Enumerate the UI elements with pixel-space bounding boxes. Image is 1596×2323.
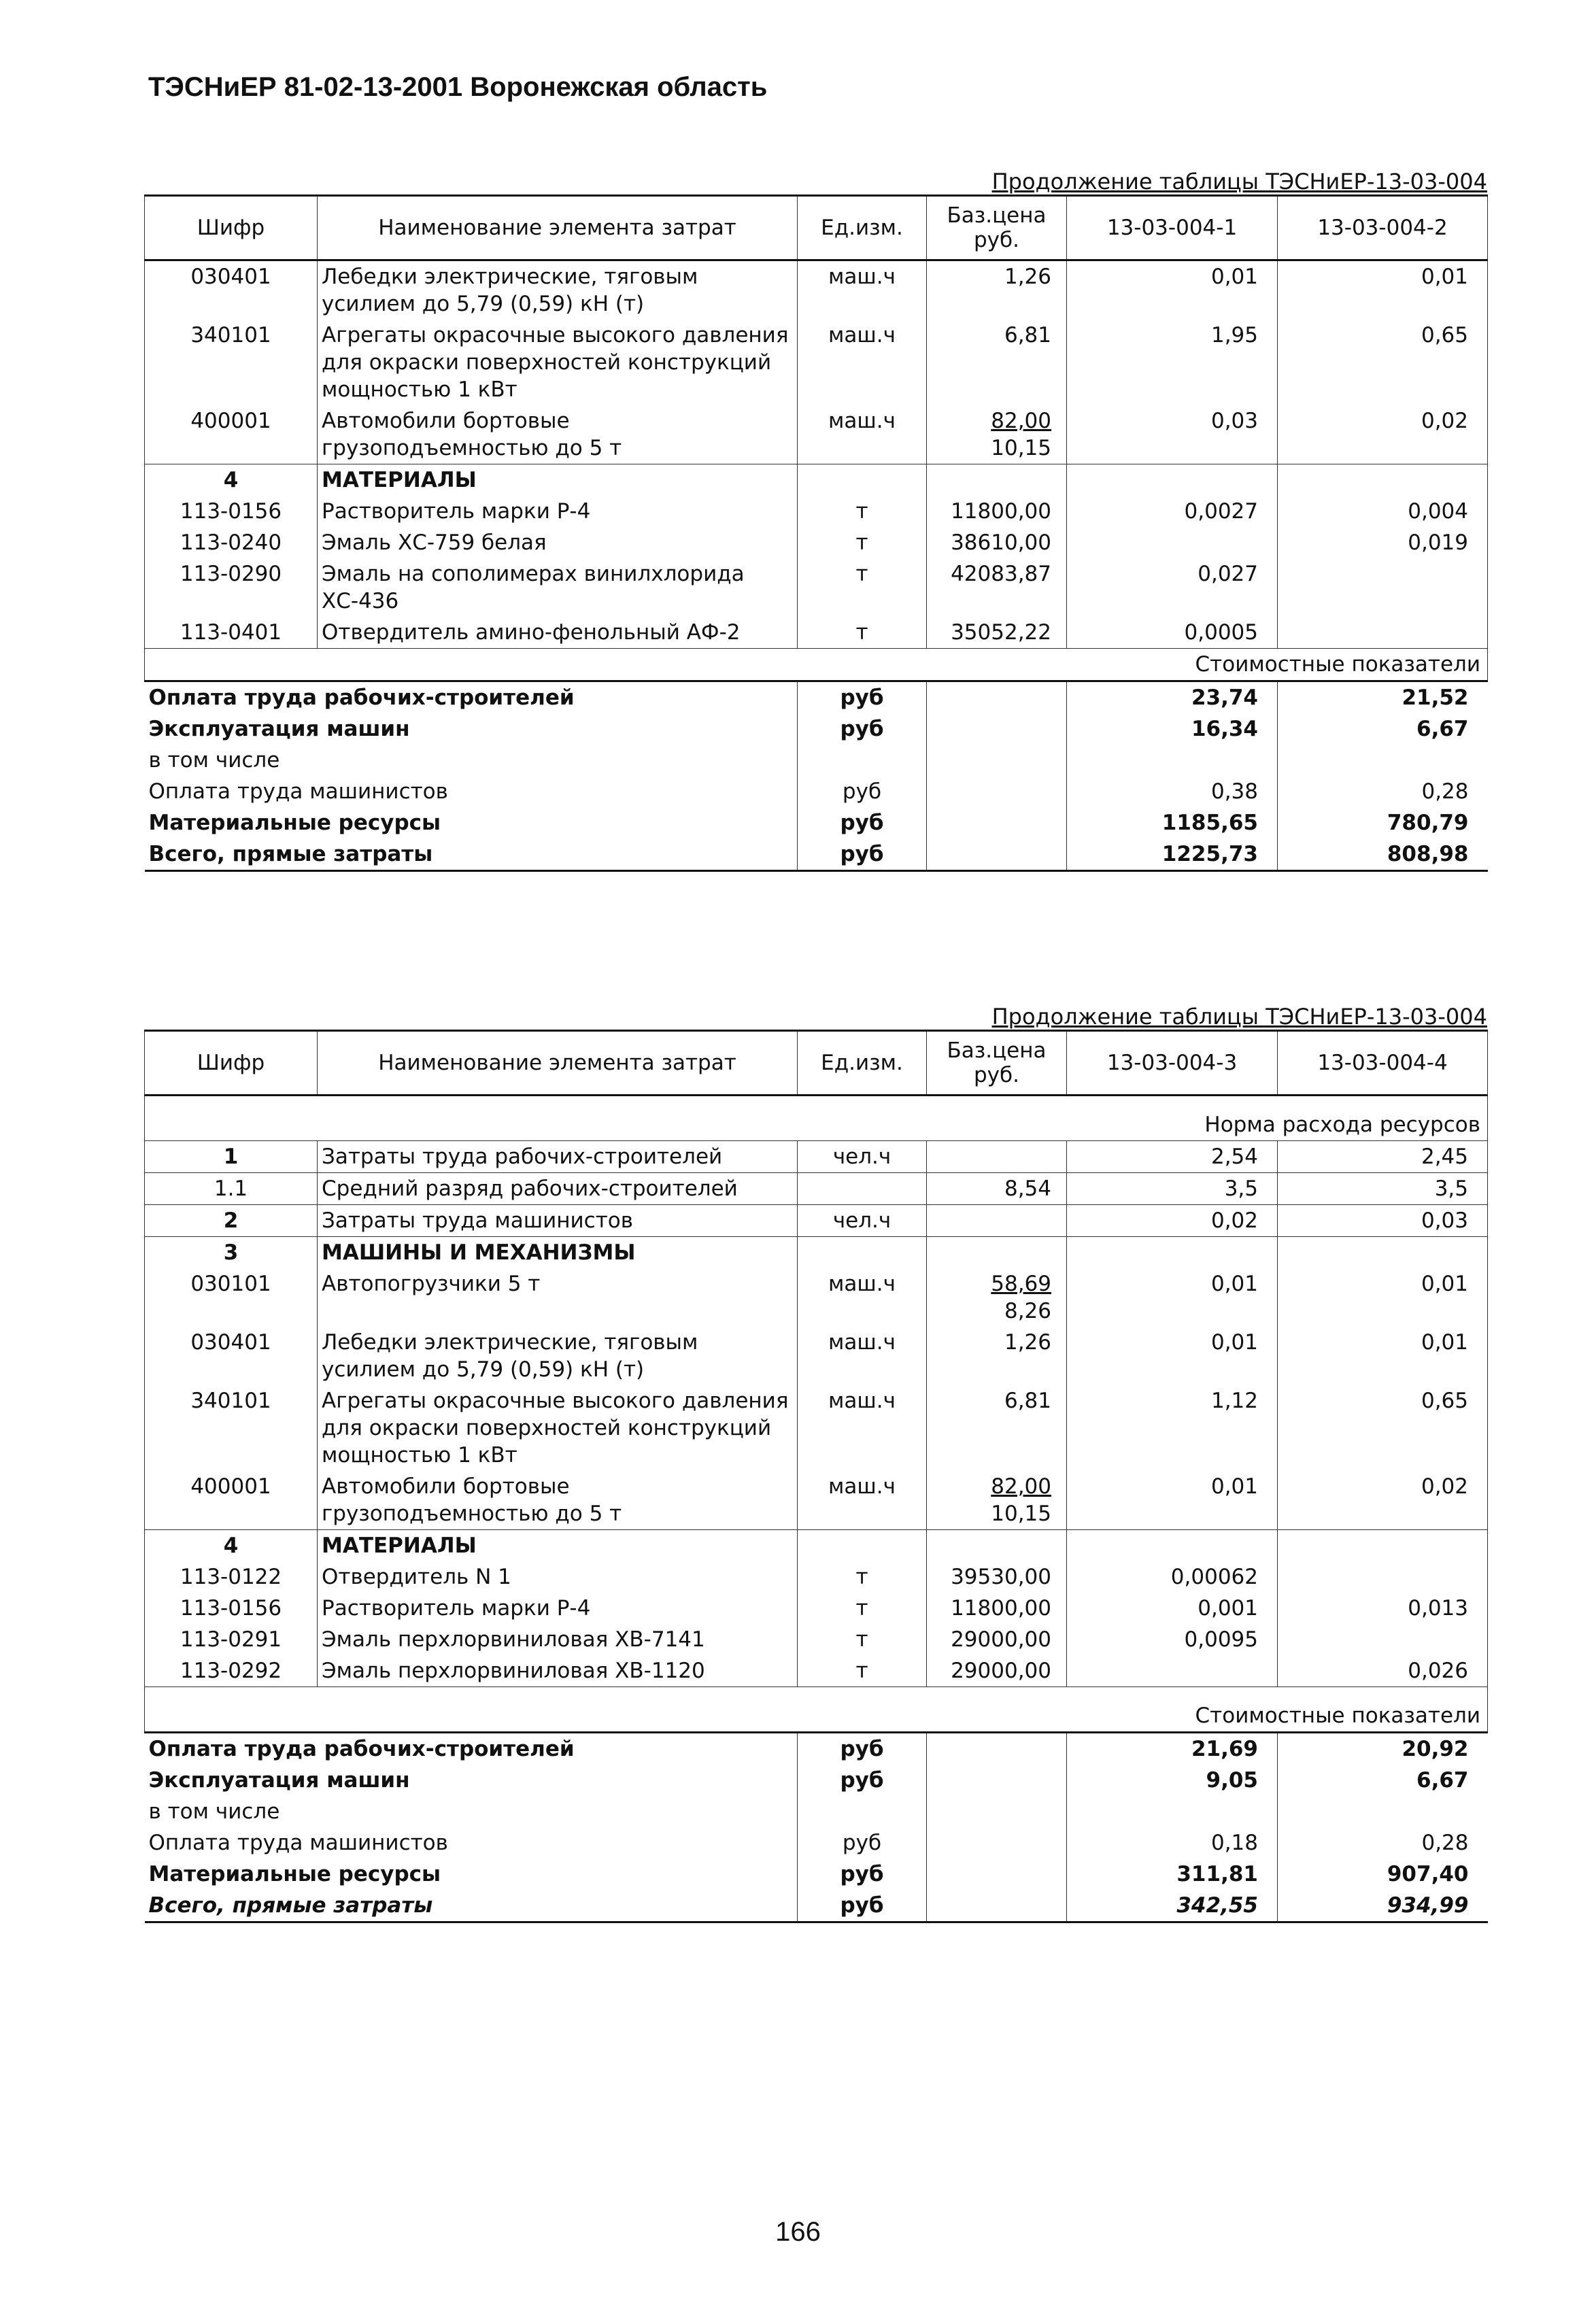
row-value-b: [1278, 617, 1488, 649]
table-row: [145, 1268, 1488, 1327]
summary-unit: руб: [798, 776, 927, 807]
summary-row: [145, 1890, 1488, 1922]
summary-row: [145, 1765, 1488, 1796]
header-col-b: 13-03-004-2: [1278, 196, 1488, 260]
summary-row: [145, 838, 1488, 871]
row-code: 113-0156: [145, 1593, 318, 1624]
row-name: Затраты труда рабочих-строителей: [318, 1141, 798, 1173]
row-code: 030401: [145, 260, 318, 320]
row-value-b: 0,004: [1278, 496, 1488, 527]
row-value-b: [1278, 1624, 1488, 1655]
table-row: [145, 1561, 1488, 1593]
row-unit: чел.ч: [798, 1141, 927, 1173]
header-col-a: 13-03-004-3: [1067, 1031, 1278, 1096]
row-name: Лебедки электрические, тяговым усилием до 5,79 (0,59) кН (т): [318, 260, 798, 320]
summary-unit: руб: [798, 1733, 927, 1765]
row-base-price: 1,26: [927, 1327, 1067, 1385]
row-name: Эмаль на сополимерах винилхлорида ХС-436: [318, 558, 798, 617]
table1-header-row: [145, 196, 1488, 260]
row-code: 030101: [145, 1268, 318, 1327]
row-code: 1: [145, 1141, 318, 1173]
row-base-price: 39530,00: [927, 1561, 1067, 1593]
row-name: Автомобили бортовые грузоподъемностью до 5 т: [318, 405, 798, 464]
row-name: Затраты труда машинистов: [318, 1205, 798, 1237]
base-price-wage: 8,26: [1004, 1299, 1051, 1323]
row-code: 400001: [145, 405, 318, 464]
section-row-materials: [145, 1530, 1488, 1562]
table-row: [145, 260, 1488, 320]
summary-unit: руб: [798, 1827, 927, 1859]
row-name: Отвердитель амино-фенольный АФ-2: [318, 617, 798, 649]
row-unit: чел.ч: [798, 1205, 927, 1237]
row-base-price: 42083,87: [927, 558, 1067, 617]
row-unit: маш.ч: [798, 260, 927, 320]
header-base-price: Баз.цена руб.: [927, 196, 1067, 260]
section-code: 4: [145, 464, 318, 496]
row-value-b: 0,02: [1278, 405, 1488, 464]
base-price-wage: 10,15: [991, 1502, 1051, 1526]
row-name: Лебедки электрические, тяговым усилием до 5,79 (0,59) кН (т): [318, 1327, 798, 1385]
table-row: [145, 617, 1488, 649]
row-value-b: 0,019: [1278, 527, 1488, 558]
table-row: [145, 320, 1488, 405]
row-value-a: 0,01: [1067, 1268, 1278, 1327]
base-price-wage: 10,15: [991, 436, 1051, 460]
row-unit: т: [798, 527, 927, 558]
page-number: 166: [775, 2217, 821, 2247]
section-row-machines: [145, 1237, 1488, 1269]
summary-value-b: 907,40: [1278, 1859, 1488, 1890]
row-unit: маш.ч: [798, 1471, 927, 1530]
row-base-price: [927, 405, 1067, 464]
summary-value-b: 20,92: [1278, 1733, 1488, 1765]
summary-name: Материальные ресурсы: [148, 1862, 441, 1886]
summary-row: [145, 1796, 1488, 1827]
summary-name: Оплата труда машинистов: [148, 779, 448, 804]
row-value-a: [1067, 1655, 1278, 1687]
row-name: Эмаль перхлорвиниловая ХВ-7141: [318, 1624, 798, 1655]
row-value-a: 3,5: [1067, 1173, 1278, 1205]
cost-indicators-label: Стоимостные показатели: [145, 1687, 1488, 1733]
summary-row: [145, 1827, 1488, 1859]
row-value-a: 1,12: [1067, 1385, 1278, 1471]
summary-name: Всего, прямые затраты: [145, 838, 798, 871]
row-code: 113-0156: [145, 496, 318, 527]
table-row: [145, 405, 1488, 464]
row-name: Автопогрузчики 5 т: [318, 1268, 798, 1327]
summary-row: [145, 681, 1488, 714]
header-name: Наименование элемента затрат: [318, 196, 798, 260]
section-row-materials: [145, 464, 1488, 496]
table-row: [145, 1655, 1488, 1687]
row-code: 113-0291: [145, 1624, 318, 1655]
row-value-a: 0,01: [1067, 1327, 1278, 1385]
row-base-price: [927, 1268, 1067, 1327]
row-base-price: 29000,00: [927, 1655, 1067, 1687]
row-value-b: 0,65: [1278, 1385, 1488, 1471]
row-value-a: 0,00062: [1067, 1561, 1278, 1593]
table1-caption: Продолжение таблицы ТЭСНиЕР-13-03-004: [991, 169, 1487, 194]
row-name: Эмаль перхлорвиниловая ХВ-1120: [318, 1655, 798, 1687]
base-price-value: 82,00: [991, 1474, 1051, 1499]
summary-value-b: 808,98: [1278, 838, 1488, 871]
table-row: [145, 1385, 1488, 1471]
row-value-b: 0,03: [1278, 1205, 1488, 1237]
row-name: Агрегаты окрасочные высокого давления для окраски поверхностей конструкций мощностью 1 кВт: [318, 320, 798, 405]
row-code: 113-0290: [145, 558, 318, 617]
row-unit: т: [798, 1561, 927, 1593]
row-base-price: [927, 1141, 1067, 1173]
summary-value-b: 0,28: [1278, 1827, 1488, 1859]
table-row: [145, 1624, 1488, 1655]
summary-unit: руб: [798, 1859, 927, 1890]
summary-unit: руб: [798, 1890, 927, 1922]
row-code: 113-0122: [145, 1561, 318, 1593]
row-unit: т: [798, 496, 927, 527]
row-code: 113-0292: [145, 1655, 318, 1687]
document-title: ТЭСНиЕР 81-02-13-2001 Воронежская область: [148, 72, 768, 102]
row-value-a: 0,0095: [1067, 1624, 1278, 1655]
summary-unit: руб: [798, 713, 927, 745]
row-value-b: 0,01: [1278, 260, 1488, 320]
row-base-price: 35052,22: [927, 617, 1067, 649]
row-base-price: 8,54: [927, 1173, 1067, 1205]
summary-row: [145, 776, 1488, 807]
row-unit: маш.ч: [798, 405, 927, 464]
row-value-b: 0,02: [1278, 1471, 1488, 1530]
summary-name: в том числе: [148, 748, 280, 773]
row-value-b: [1278, 1561, 1488, 1593]
summary-value-b: 934,99: [1278, 1890, 1488, 1922]
summary-row: [145, 745, 1488, 776]
row-value-a: 0,03: [1067, 405, 1278, 464]
row-unit: т: [798, 617, 927, 649]
table2-header-row: [145, 1031, 1488, 1096]
table-row: [145, 1593, 1488, 1624]
summary-value-a: 9,05: [1067, 1765, 1278, 1796]
summary-row: [145, 713, 1488, 745]
row-name: Агрегаты окрасочные высокого давления для окраски поверхностей конструкций мощностью 1 кВт: [318, 1385, 798, 1471]
row-code: 1.1: [145, 1173, 318, 1205]
summary-row: [145, 1733, 1488, 1765]
row-code: 2: [145, 1205, 318, 1237]
row-code: 400001: [145, 1471, 318, 1530]
table-row: [145, 1173, 1488, 1205]
row-base-price: 6,81: [927, 320, 1067, 405]
norm-label-row: [145, 1096, 1488, 1141]
summary-name: Материальные ресурсы: [148, 811, 441, 835]
summary-value-b: 21,52: [1278, 681, 1488, 714]
cost-indicators-label: Стоимостные показатели: [145, 649, 1488, 681]
row-value-b: 0,65: [1278, 320, 1488, 405]
row-unit: т: [798, 1655, 927, 1687]
summary-value-a: 23,74: [1067, 681, 1278, 714]
summary-value-a: 21,69: [1067, 1733, 1278, 1765]
row-value-a: [1067, 527, 1278, 558]
section-code: 4: [145, 1530, 318, 1562]
row-value-a: 2,54: [1067, 1141, 1278, 1173]
summary-value-a: 0,18: [1067, 1827, 1278, 1859]
summary-unit: руб: [798, 838, 927, 871]
row-base-price: 6,81: [927, 1385, 1067, 1471]
row-value-b: 0,013: [1278, 1593, 1488, 1624]
row-value-a: 0,01: [1067, 1471, 1278, 1530]
summary-unit: руб: [798, 681, 927, 714]
row-code: 113-0401: [145, 617, 318, 649]
table2-caption: Продолжение таблицы ТЭСНиЕР-13-03-004: [991, 1004, 1487, 1030]
row-name: Эмаль ХС-759 белая: [318, 527, 798, 558]
section-title: МАШИНЫ И МЕХАНИЗМЫ: [318, 1237, 798, 1269]
summary-name: Оплата труда рабочих-строителей: [145, 681, 798, 714]
row-value-a: 0,0005: [1067, 617, 1278, 649]
row-value-a: 1,95: [1067, 320, 1278, 405]
summary-name: Эксплуатация машин: [148, 1768, 410, 1793]
row-value-b: 3,5: [1278, 1173, 1488, 1205]
table-row: [145, 558, 1488, 617]
row-base-price: 11800,00: [927, 496, 1067, 527]
row-value-b: 0,026: [1278, 1655, 1488, 1687]
cost-indicators-row: [145, 649, 1488, 681]
row-code: 030401: [145, 1327, 318, 1385]
section-code: 3: [145, 1237, 318, 1269]
row-unit: маш.ч: [798, 1268, 927, 1327]
section-title: МАТЕРИАЛЫ: [318, 1530, 798, 1562]
row-value-a: 0,001: [1067, 1593, 1278, 1624]
row-base-price: [927, 1471, 1067, 1530]
header-base-price: Баз.цена руб.: [927, 1031, 1067, 1096]
summary-value-a: 0,38: [1067, 776, 1278, 807]
row-name: Средний разряд рабочих-строителей: [318, 1173, 798, 1205]
header-code: Шифр: [145, 196, 318, 260]
row-value-a: 0,02: [1067, 1205, 1278, 1237]
header-col-b: 13-03-004-4: [1278, 1031, 1488, 1096]
cost-indicators-row: [145, 1687, 1488, 1733]
summary-value-a: 1225,73: [1067, 838, 1278, 871]
row-base-price: 38610,00: [927, 527, 1067, 558]
table-row: [145, 1327, 1488, 1385]
row-base-price: 11800,00: [927, 1593, 1067, 1624]
row-value-b: [1278, 558, 1488, 617]
resource-table-2: [144, 1030, 1488, 1923]
row-base-price: 1,26: [927, 260, 1067, 320]
row-name: Растворитель марки Р-4: [318, 1593, 798, 1624]
summary-value-a: 16,34: [1067, 713, 1278, 745]
summary-value-b: 6,67: [1278, 713, 1488, 745]
row-value-b: 0,01: [1278, 1327, 1488, 1385]
row-unit: [798, 1173, 927, 1205]
summary-name: в том числе: [148, 1799, 280, 1824]
row-name: Отвердитель N 1: [318, 1561, 798, 1593]
row-unit: маш.ч: [798, 1385, 927, 1471]
table-row: [145, 1205, 1488, 1237]
summary-name: Оплата труда машинистов: [148, 1831, 448, 1855]
row-value-b: 2,45: [1278, 1141, 1488, 1173]
row-code: 113-0240: [145, 527, 318, 558]
summary-row: [145, 1859, 1488, 1890]
summary-value-b: 6,67: [1278, 1765, 1488, 1796]
row-name: Автомобили бортовые грузоподъемностью до 5 т: [318, 1471, 798, 1530]
header-name: Наименование элемента затрат: [318, 1031, 798, 1096]
summary-value-a: 311,81: [1067, 1859, 1278, 1890]
summary-value-a: 1185,65: [1067, 807, 1278, 838]
summary-unit: руб: [798, 1765, 927, 1796]
summary-name: Эксплуатация машин: [148, 717, 410, 741]
header-col-a: 13-03-004-1: [1067, 196, 1278, 260]
table-row: [145, 496, 1488, 527]
summary-unit: руб: [798, 807, 927, 838]
row-unit: маш.ч: [798, 320, 927, 405]
header-unit: Ед.изм.: [798, 1031, 927, 1096]
base-price-value: 82,00: [991, 409, 1051, 433]
row-value-a: 0,0027: [1067, 496, 1278, 527]
header-code: Шифр: [145, 1031, 318, 1096]
row-code: 340101: [145, 1385, 318, 1471]
row-unit: т: [798, 1593, 927, 1624]
header-unit: Ед.изм.: [798, 196, 927, 260]
row-base-price: 29000,00: [927, 1624, 1067, 1655]
row-unit: маш.ч: [798, 1327, 927, 1385]
base-price-value: 58,69: [991, 1272, 1051, 1296]
row-base-price: [927, 1205, 1067, 1237]
table-row: [145, 1141, 1488, 1173]
summary-value-a: 342,55: [1067, 1890, 1278, 1922]
summary-name: Оплата труда рабочих-строителей: [145, 1733, 798, 1765]
row-value-a: 0,01: [1067, 260, 1278, 320]
section-title: МАТЕРИАЛЫ: [318, 464, 798, 496]
table-row: [145, 527, 1488, 558]
row-value-b: 0,01: [1278, 1268, 1488, 1327]
row-unit: т: [798, 558, 927, 617]
summary-name: Всего, прямые затраты: [145, 1890, 798, 1922]
norm-label: Норма расхода ресурсов: [145, 1096, 1488, 1141]
summary-value-b: 0,28: [1278, 776, 1488, 807]
summary-value-b: 780,79: [1278, 807, 1488, 838]
row-name: Растворитель марки Р-4: [318, 496, 798, 527]
summary-row: [145, 807, 1488, 838]
row-unit: т: [798, 1624, 927, 1655]
resource-table-1: [144, 194, 1488, 872]
table-row: [145, 1471, 1488, 1530]
row-value-a: 0,027: [1067, 558, 1278, 617]
row-code: 340101: [145, 320, 318, 405]
